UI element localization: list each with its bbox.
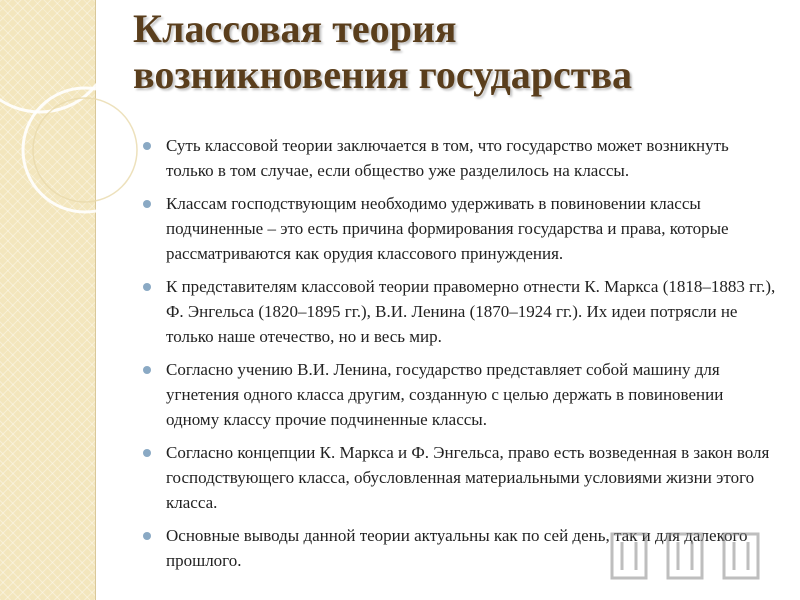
slide-title-line-1: Классовая теория: [133, 6, 457, 51]
bullet-dot-icon: [143, 532, 151, 540]
slide-title: [133, 6, 783, 98]
bullet-text: Согласно концепции К. Маркса и Ф. Энгельса, право есть возведенная в закон воля господствующего класса, обусловленная материальными условиями жизни этого класса.: [166, 443, 770, 512]
bullet-item: [133, 274, 778, 349]
bullet-item: [133, 133, 778, 183]
bullet-item: [133, 191, 778, 266]
bullet-dot-icon: [143, 200, 151, 208]
bullet-text: Классам господствующим необходимо удерживать в повиновении классы подчиненные – это есть причина формирования государства и права, которые рассматриваются как орудия классового принуждения.: [166, 194, 729, 263]
slide-title-line-2: возникновения государства: [133, 52, 633, 97]
bullet-dot-icon: [143, 366, 151, 374]
watermark-logo-icon: [578, 520, 793, 592]
bullet-text: Суть классовой теории заключается в том, что государство может возникнуть только в том случае, если общество уже разделилось на классы.: [166, 136, 729, 180]
bullet-item: [133, 357, 778, 432]
bullet-item: [133, 440, 778, 515]
bullet-dot-icon: [143, 283, 151, 291]
bullet-text: Согласно учению В.И. Ленина, государство представляет собой машину для угнетения одного класса другим, созданную с целью держать в повиновении одному классу прочие подчиненные классы.: [166, 360, 724, 429]
bullet-dot-icon: [143, 142, 151, 150]
bullet-text: К представителям классовой теории правомерно отнести К. Маркса (1818–1883 гг.), Ф. Энгельса (1820–1895 гг.), В.И. Ленина (1870–1924 гг.). Их идеи потрясли не только наше отечество, но и весь мир.: [166, 277, 776, 346]
bullet-dot-icon: [143, 449, 151, 457]
bullet-text: Основные выводы данной теории актуальны как по сей день, так и для далекого прошлого.: [166, 526, 748, 570]
bullet-list: [133, 133, 778, 581]
